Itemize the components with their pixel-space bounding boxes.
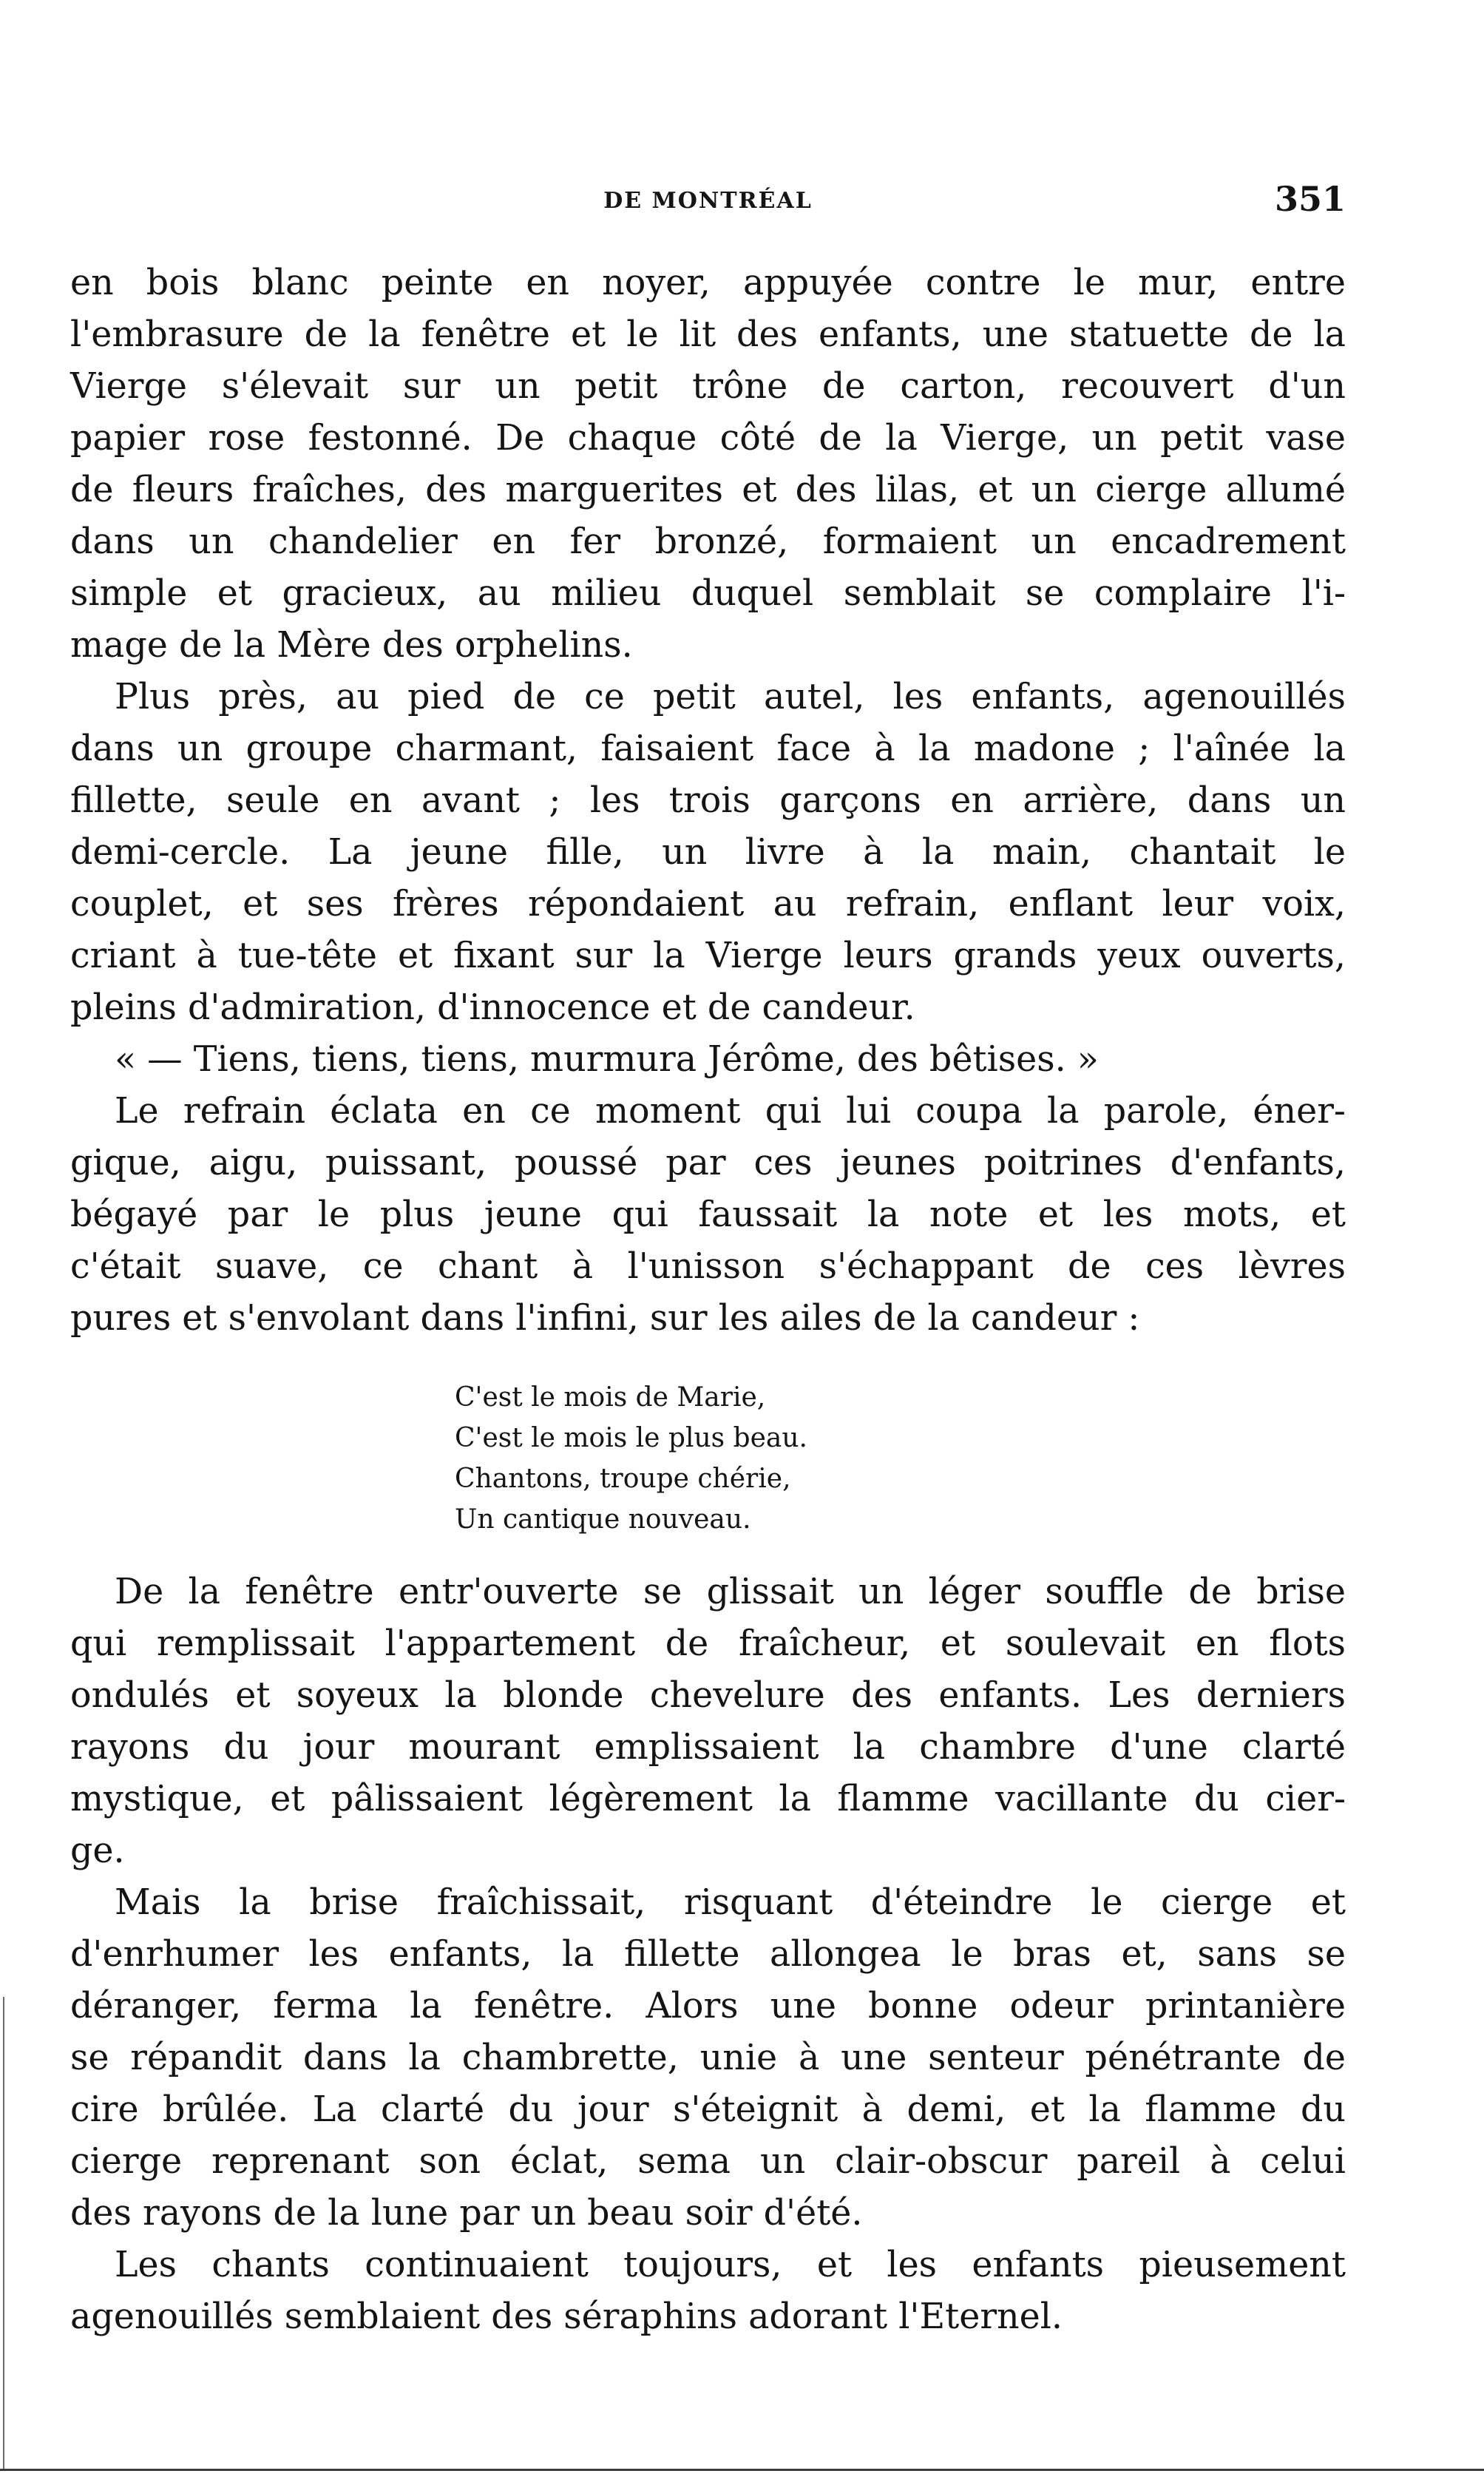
text-line: Le refrain éclata en ce moment qui lui coupa la parole, éner- — [115, 1091, 1346, 1132]
paragraph — [70, 1086, 1346, 1345]
text-line: papier rose festonné. De chaque côté de la Vierge, un petit vase — [70, 418, 1346, 459]
body-text-top — [70, 257, 1346, 1345]
text-line: bégayé par le plus jeune qui faussait la note et les mots, et — [70, 1194, 1346, 1235]
text-line: en bois blanc peinte en noyer, appuyée contre le mur, entre — [70, 263, 1346, 303]
verse-line: C'est le mois de Marie, — [455, 1382, 766, 1413]
text-line: De la fenêtre entr'ouverte se glissait un léger souffle de brise — [115, 1572, 1346, 1612]
text-line: dans un chandelier en fer bronzé, formaient un encadrement — [70, 521, 1346, 562]
text-line: gique, aigu, puissant, poussé par ces jeunes poitrines d'enfants, — [70, 1143, 1346, 1183]
text-line: Vierge s'élevait sur un petit trône de carton, recouvert d'un — [70, 366, 1346, 407]
text-line: demi-cercle. La jeune fille, un livre à la main, chantait le — [70, 832, 1346, 873]
text-line: couplet, et ses frères répondaient au refrain, enflant leur voix, — [70, 884, 1346, 924]
text-line: ge. — [70, 1830, 125, 1871]
verse-line: C'est le mois le plus beau. — [455, 1423, 807, 1453]
page-number: 351 — [1274, 179, 1346, 219]
text-line: dans un groupe charmant, faisaient face à la madone ; l'aînée la — [70, 728, 1346, 769]
text-line: criant à tue-tête et fixant sur la Vierge leurs grands yeux ouverts, — [70, 936, 1346, 976]
paragraph — [70, 672, 1346, 1034]
text-line: pures et s'envolant dans l'infini, sur les ailes de la candeur : — [70, 1298, 1140, 1339]
text-line: se répandit dans la chambrette, unie à une senteur pénétrante de — [70, 2038, 1346, 2078]
text-line: Plus près, au pied de ce petit autel, les enfants, agenouillés — [115, 677, 1346, 717]
body-text-bottom — [70, 1566, 1346, 2343]
text-line: de fleurs fraîches, des marguerites et des lilas, et un cierge allumé — [70, 470, 1346, 510]
running-head: DE MONTRÉAL — [603, 188, 813, 214]
text-line: simple et gracieux, au milieu duquel semblait se complaire l'i- — [70, 573, 1346, 614]
text-line: mystique, et pâlissaient légèrement la flamme vacillante du cier- — [70, 1779, 1346, 1819]
text-line: Mais la brise fraîchissait, risquant d'éteindre le cierge et — [115, 1882, 1346, 1923]
paragraph — [70, 1566, 1346, 1877]
text-line: agenouillés semblaient des séraphins adorant l'Eternel. — [70, 2296, 1063, 2337]
text-line: Les chants continuaient toujours, et les enfants pieusement — [115, 2245, 1346, 2285]
text-line: fillette, seule en avant ; les trois garçons en arrière, dans un — [70, 780, 1346, 821]
paragraph — [70, 1877, 1346, 2239]
page-edge — [3, 1997, 4, 2470]
verse-line: Un cantique nouveau. — [455, 1504, 751, 1535]
text-line: cire brûlée. La clarté du jour s'éteignit à demi, et la flamme du — [70, 2089, 1346, 2130]
page-bottom-edge — [0, 2469, 1484, 2471]
verse-line: Chantons, troupe chérie, — [455, 1464, 791, 1494]
text-line: déranger, ferma la fenêtre. Alors une bonne odeur printanière — [70, 1986, 1346, 2026]
verse-stanza — [455, 1377, 807, 1540]
page-header — [70, 179, 1346, 223]
text-line: ondulés et soyeux la blonde chevelure des enfants. Les derniers — [70, 1675, 1346, 1716]
text-line: mage de la Mère des orphelins. — [70, 625, 633, 666]
paragraph — [70, 257, 1346, 672]
text-line: l'embrasure de la fenêtre et le lit des enfants, une statuette de la — [70, 314, 1346, 355]
text-line: cierge reprenant son éclat, sema un clair-obscur pareil à celui — [70, 2141, 1346, 2182]
text-line: qui remplissait l'appartement de fraîcheur, et soulevait en flots — [70, 1623, 1346, 1664]
text-line: « — Tiens, tiens, tiens, murmura Jérôme, des bêtises. » — [115, 1039, 1099, 1080]
text-line: pleins d'admiration, d'innocence et de candeur. — [70, 987, 915, 1028]
paragraph — [70, 2239, 1346, 2343]
text-line: rayons du jour mourant emplissaient la chambre d'une clarté — [70, 1727, 1346, 1768]
text-line: c'était suave, ce chant à l'unisson s'échappant de ces lèvres — [70, 1246, 1346, 1287]
paragraph — [70, 1034, 1346, 1086]
text-line: des rayons de la lune par un beau soir d'été. — [70, 2193, 863, 2234]
text-line: d'enrhumer les enfants, la fillette allongea le bras et, sans se — [70, 1934, 1346, 1975]
